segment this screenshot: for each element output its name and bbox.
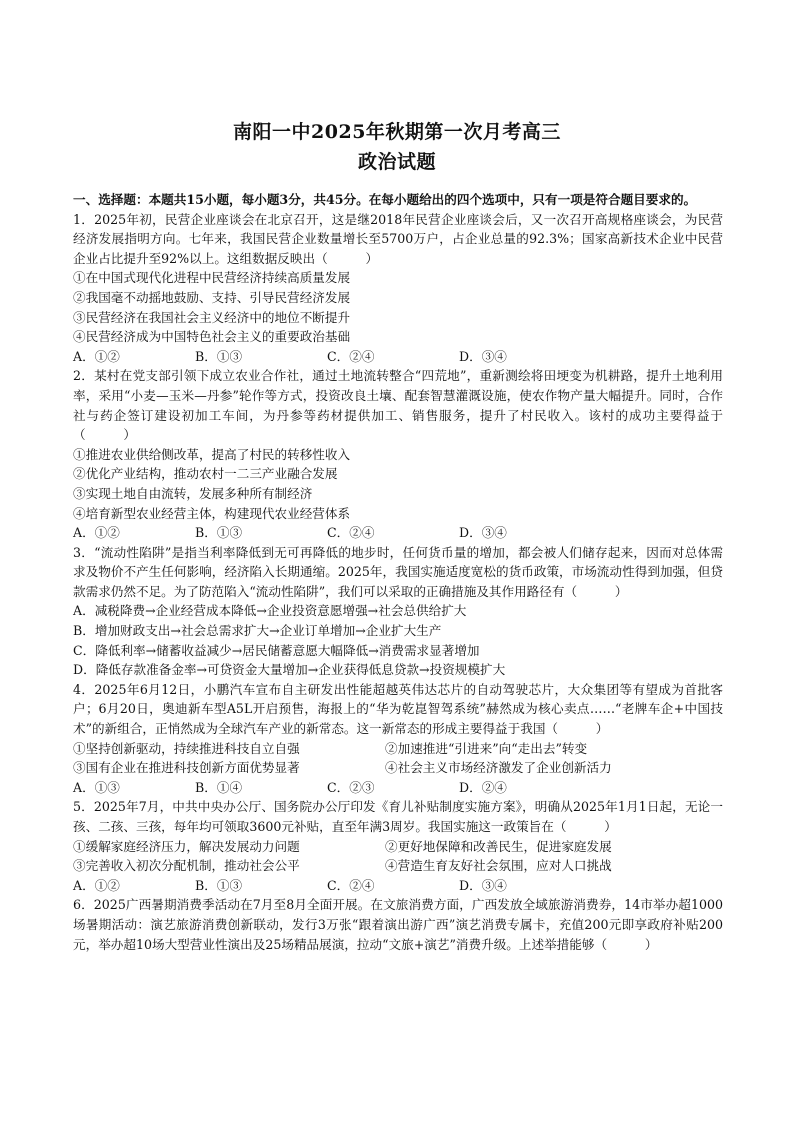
question-1-item: ③民营经济在我国社会主义经济中的地位不断提升 xyxy=(73,309,351,325)
choice-b[interactable]: B．①③ xyxy=(195,525,243,541)
choice-b[interactable]: B．①③ xyxy=(195,877,243,893)
question-3-option-d[interactable]: D．降低存款准备金率→可贷资金大量增加→企业获得低息贷款→投资规模扩大 xyxy=(73,662,506,678)
question-1-item: ①在中国式现代化进程中民营经济持续高质量发展 xyxy=(73,270,351,286)
page-subtitle: 政治试题 xyxy=(357,151,436,173)
question-2-stem: 2．某村在党支部引领下成立农业合作社，通过土地流转整合“四荒地”，重新测绘将田埂变为机耕路，提升土地利用率，采用“小麦—玉米—丹参”轮作等方式，投资改良土壤、配套智慧灌溉设施，使农作物产量大幅提升。同时，合作社与药企签订建设初加工车间，为丹参等药材提供加工、销售服务，提升了村民收入。该村的成功主要得益于（ ） xyxy=(73,368,723,443)
question-4-stem: 4．2025年6月12日，小鹏汽车宣布自主研发出性能超越英伟达芯片的自动驾驶芯片，大众集团等有望成为首批客户；6月20日，奥迪新车型A5L开启预售，海报上的“华为乾崑智驾系统”赫然成为核心卖点……“老牌车企+中国技术”的新组合，正悄然成为全球汽车产业的新常态。这一新常态的形成主要得益于我国（ ） xyxy=(73,681,724,737)
choice-c[interactable]: C．②④ xyxy=(327,348,375,364)
question-5-stem: 5．2025年7月，中共中央办公厅、国务院办公厅印发《育儿补贴制度实施方案》，明确从2025年1月1日起，无论一孩、二孩、三孩，每年均可领取3600元补贴，直至年满3周岁。我国实施这一政策旨在（ ） xyxy=(73,799,723,834)
question-5-item-row xyxy=(73,837,723,857)
choice-d[interactable]: D．③④ xyxy=(459,877,507,893)
question-5-item: ①缓解家庭经济压力，解决发展动力问题 xyxy=(73,838,300,854)
choice-b[interactable]: B．①④ xyxy=(195,779,243,795)
question-4-choices xyxy=(73,778,723,798)
choice-c[interactable]: C．②③ xyxy=(327,779,375,795)
choice-a[interactable]: A．①② xyxy=(73,877,120,893)
choice-d[interactable]: D．③④ xyxy=(459,348,507,364)
choice-c[interactable]: C．②④ xyxy=(327,877,375,893)
choice-a[interactable]: A．①② xyxy=(73,525,120,541)
question-4-item-row xyxy=(73,739,723,759)
question-3-option-c[interactable]: C．降低利率→储蓄收益减少→居民储蓄意愿大幅降低→消费需求显著增加 xyxy=(73,642,480,658)
choice-b[interactable]: B．①③ xyxy=(195,348,243,364)
question-2-item: ④培育新型农业经营主体，构建现代农业经营体系 xyxy=(73,505,351,521)
question-6-stem: 6．2025广西暑期消费季活动在7月至8月全面开展。在文旅消费方面，广西发放全域旅游消费券，14市举办超1000场暑期活动：演艺旅游消费创新联动，发行3万张“跟着演出游广西”演艺消费专属卡，充值200元即享政府补贴200元，举办超10场大型营业性演出及25场精品展演，拉动“文旅+演艺”消费升级。上述举措能够（ ） xyxy=(73,897,723,952)
choice-a[interactable]: A．①③ xyxy=(73,779,120,795)
page-title: 南阳一中2025年秋期第一次月考高三 xyxy=(233,121,561,143)
choice-a[interactable]: A．①② xyxy=(73,348,120,364)
question-5-item: ②更好地保障和改善民生，促进家庭发展 xyxy=(385,838,612,854)
question-5-item: ④营造生育友好社会氛围，应对人口挑战 xyxy=(385,858,612,874)
question-5-item: ③完善收入初次分配机制，推动社会公平 xyxy=(73,858,300,874)
question-5-choices xyxy=(73,876,723,896)
question-2-item: ③实现土地自由流转，发展多种所有制经济 xyxy=(73,485,313,501)
question-5-item-row xyxy=(73,856,723,876)
question-1-choices xyxy=(73,347,723,367)
choice-c[interactable]: C．②④ xyxy=(327,525,375,541)
question-3-option-b[interactable]: B．增加财政支出→社会总需求扩大→企业订单增加→企业扩大生产 xyxy=(73,623,442,639)
choice-d[interactable]: D．②④ xyxy=(459,779,507,795)
question-3-option-a[interactable]: A．减税降费→企业经营成本降低→企业投资意愿增强→社会总供给扩大 xyxy=(73,603,467,619)
question-2-item: ②优化产业结构，推动农村一二三产业融合发展 xyxy=(73,466,338,482)
question-3-stem: 3．“流动性陷阱”是指当利率降低到无可再降低的地步时，任何货币量的增加，都会被人们储存起来，因而对总体需求及物价不产生任何影响，经济陷入长期通缩。2025年，我国实施适度宽松的货币政策，市场流动性得到加强，但贷款需求仍然不足。为了防范陷入“流动性陷阱”，我们可以采取的正确措施及其作用路径有（ ） xyxy=(73,544,723,599)
question-1-item: ④民营经济成为中国特色社会主义的重要政治基础 xyxy=(73,329,351,345)
question-1-item: ②我国毫不动摇地鼓励、支持、引导民营经济发展 xyxy=(73,289,351,305)
question-4-item: ①坚持创新驱动，持续推进科技自立自强 xyxy=(73,740,300,756)
question-4-item: ③国有企业在推进科技创新方面优势显著 xyxy=(73,760,300,776)
question-1-stem: 1．2025年初，民营企业座谈会在北京召开，这是继2018年民营企业座谈会后，又一次召开高规格座谈会，为民营经济发展指明方向。七年来，我国民营企业数量增长至5700万户，占企业总量的92.3%；国家高新技术企业中民营企业占比提升至92%以上。这组数据反映出（ ） xyxy=(73,211,723,266)
section-header: 一、选择题：本题共15小题，每小题3分，共45分。在每小题给出的四个选项中，只有一项是符合题目要求的。 xyxy=(73,192,697,207)
question-2-item: ①推进农业供给侧改革，提高了村民的转移性收入 xyxy=(73,446,351,462)
choice-d[interactable]: D．③④ xyxy=(459,525,507,541)
question-4-item: ④社会主义市场经济激发了企业创新活力 xyxy=(385,760,612,776)
question-4-item-row xyxy=(73,758,723,778)
question-4-item: ②加速推进“引进来”向“走出去”转变 xyxy=(385,740,588,756)
question-2-choices xyxy=(73,523,723,543)
exam-content xyxy=(73,190,723,954)
